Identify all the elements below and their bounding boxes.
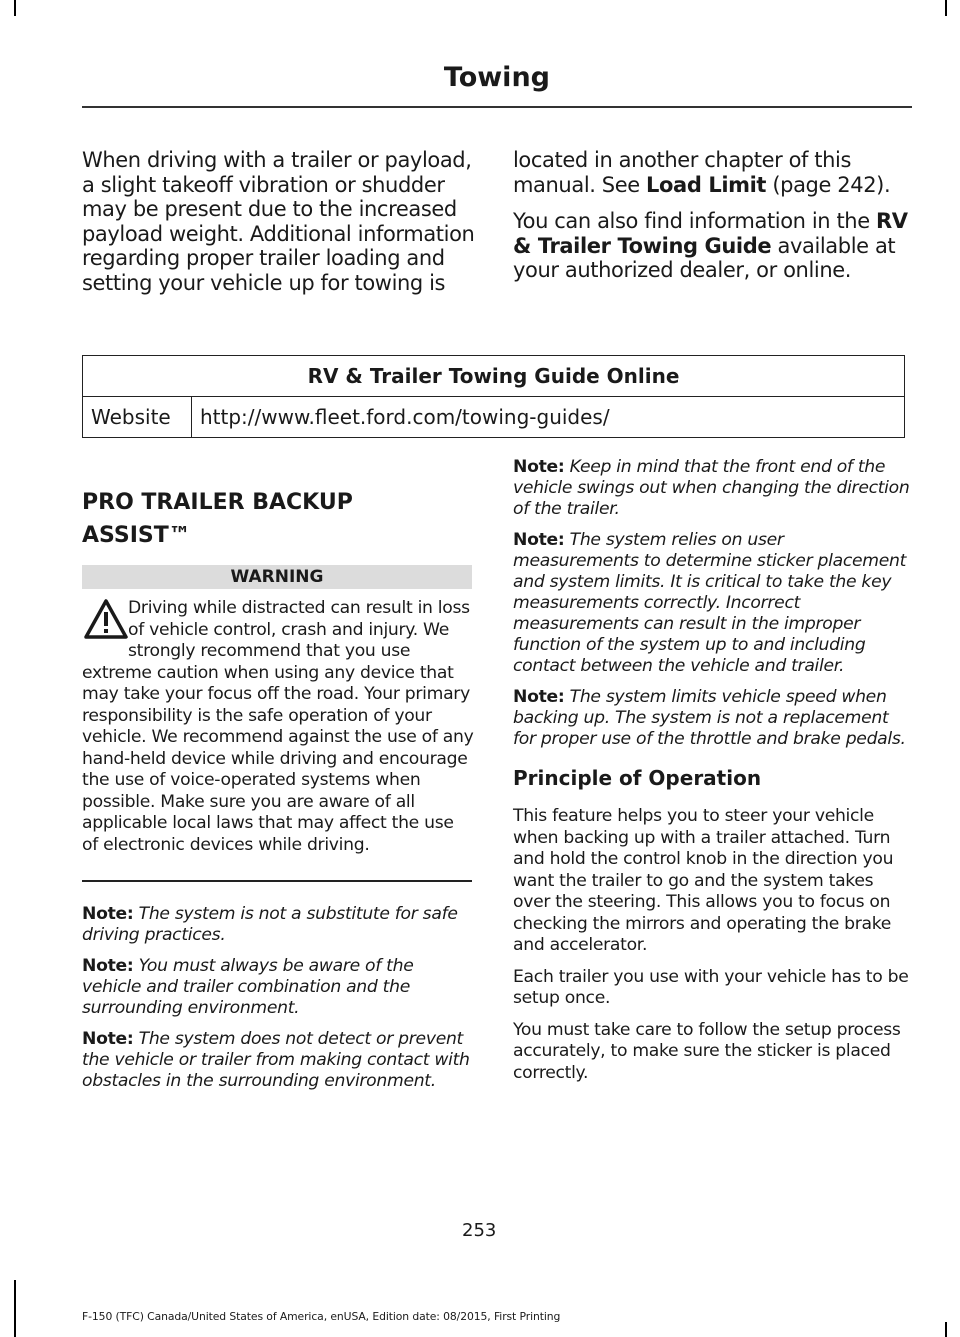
warning-header: WARNING — [82, 565, 472, 589]
section-heading — [82, 486, 462, 552]
table-header-row — [83, 356, 905, 397]
note-label: Note: — [513, 687, 565, 707]
note-item — [82, 904, 474, 946]
principle-paragraph: This feature helps you to steer your vehicle when backing up with a trailer attached. Turn and hold the control knob in the direction you want the trailer to go and the system takes over the steering. This allows you to focus on checking the mirrors and operating the brake and accelerator. — [513, 806, 894, 955]
note-label: Note: — [82, 956, 134, 976]
intro-right-paragraph-2 — [513, 209, 911, 283]
text-fragment: (page 242). — [766, 172, 891, 197]
table-row — [83, 397, 905, 438]
intro-right-paragraph-1 — [513, 148, 911, 197]
warning-triangle-icon — [83, 598, 129, 640]
note-text: The system limits vehicle speed when backing up. The system is not a replacement for proper use of the throttle and brake pedals. — [513, 687, 906, 749]
note-item — [513, 687, 910, 750]
note-item — [513, 457, 910, 520]
note-label: Note: — [82, 1029, 134, 1049]
text-fragment: located in another chapter of this manual. See — [513, 148, 852, 197]
page-number: 253 — [462, 1220, 497, 1241]
crop-mark-bottom-right — [945, 1322, 947, 1337]
table-title: RV & Trailer Towing Guide Online — [83, 356, 905, 397]
website-label: Website — [83, 397, 192, 438]
towing-guide-table — [82, 355, 905, 438]
principle-paragraph: You must take care to follow the setup process accurately, to make sure the sticker is placed correctly. — [513, 1019, 901, 1083]
page-title: Towing — [443, 62, 550, 93]
text-fragment: You can also find information in the — [513, 209, 877, 233]
note-label: Note: — [513, 530, 565, 550]
note-text: Keep in mind that the front end of the vehicle swings out when changing the direction of the trailer. — [513, 457, 910, 519]
load-limit-reference[interactable]: Load Limit — [646, 172, 767, 197]
crop-mark-top-left — [14, 0, 16, 16]
principle-paragraph: Each trailer you use with your vehicle has to be setup once. — [513, 966, 909, 1008]
right-column — [513, 457, 910, 1094]
warning-divider — [82, 880, 472, 882]
note-item — [82, 1029, 474, 1092]
crop-mark-top-right — [945, 0, 947, 16]
section-heading-line-2: ASSIST™ — [82, 523, 191, 548]
towing-guide-reference[interactable]: RV & Trailer Towing Guide — [513, 209, 908, 258]
footer-edition: F-150 (TFC) Canada/United States of America, enUSA, Edition date: 08/2015, First Printing — [82, 1310, 561, 1323]
warning-body: Driving while distracted can result in loss of vehicle control, crash and injury. We strongly recommend that you use extreme caution when using any device that may take your focus off the road. Your primary responsibility is the safe operation of your vehicle. We recommend against the use of any hand-held device while driving and encourage the use of voice-operated systems when possible. Make sure you are aware of all applicable local laws that may affect the use of electronic devices while driving. — [82, 598, 474, 855]
intro-left-column — [82, 148, 477, 307]
crop-mark-bottom-left — [14, 1280, 16, 1337]
note-text: The system is not a substitute for safe driving practices. — [82, 904, 458, 945]
notes-left-column — [82, 904, 474, 1102]
text-fragment: available at your authorized dealer, or online. — [513, 233, 896, 282]
note-item — [513, 530, 910, 677]
note-text: The system relies on user measurements to determine sticker placement and system limits. It is critical to take the key measurements correctly. Incorrect measurements can result in the improper function of the system up to and including contact between the vehicle and trailer. — [513, 530, 907, 676]
note-text: The system does not detect or prevent the vehicle or trailer from making contact with obstacles in the surrounding environment. — [82, 1029, 470, 1091]
principle-heading: Principle of Operation — [513, 766, 762, 790]
intro-left-paragraph: When driving with a trailer or payload, a slight takeoff vibration or shudder may be present due to the increased payload weight. Additional information regarding proper trailer loading and setting your vehicle up for towing is — [82, 148, 475, 295]
header-divider — [82, 106, 912, 108]
section-heading-line-1: PRO TRAILER BACKUP — [82, 490, 353, 515]
warning-text — [82, 598, 474, 856]
note-text: You must always be aware of the vehicle and trailer combination and the surrounding environment. — [82, 956, 414, 1018]
note-item — [82, 956, 474, 1019]
note-label: Note: — [513, 457, 565, 477]
website-url[interactable]: http://www.fleet.ford.com/towing-guides/ — [192, 397, 905, 438]
note-label: Note: — [82, 904, 134, 924]
intro-right-column — [513, 148, 911, 295]
